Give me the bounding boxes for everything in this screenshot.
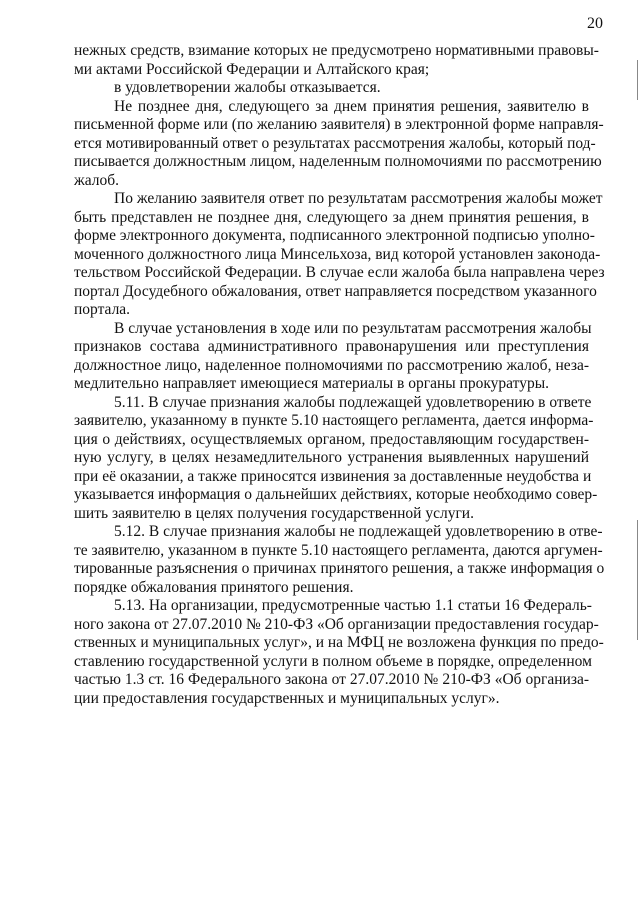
text-line: ции предоставления государственных и муниципальных услуг».: [74, 689, 500, 707]
text-line: медлительно направляет имеющиеся материалы в органы прокуратуры.: [74, 375, 549, 392]
text-line: письменной форме или (по желанию заявителя) в электронной форме направля-: [74, 116, 604, 133]
page-edge-mark: [637, 520, 638, 640]
text-line: ется мотивированный ответ о результатах рассмотрения жалобы, который под-: [74, 134, 596, 152]
text-line: ного закона от 27.07.2010 № 210-ФЗ «Об организации предоставления государ-: [74, 615, 599, 633]
text-line: ция о действиях, осуществляемых органом, предоставляющим государствен-: [74, 430, 589, 448]
text-line: в удовлетворении жалобы отказывается.: [114, 79, 381, 96]
text-line: те заявителю, указанном в пункте 5.10 настоящего регламента, даются аргумен-: [74, 541, 603, 559]
text-line: при её оказании, а также приносятся извинения за доставленные неудобства и: [74, 467, 592, 485]
text-line: частью 1.3 ст. 16 Федерального закона от 27.07.2010 № 210-ФЗ «Об организа-: [74, 671, 589, 688]
page-edge-mark: [637, 60, 638, 100]
text-line: ственных и муниципальных услуг», и на МФЦ не возложена функция по предо-: [74, 634, 604, 651]
text-line: признаков состава административного правонарушения или преступления: [74, 338, 589, 355]
text-line: форме электронного документа, подписанного электронной подписью уполно-: [74, 227, 595, 244]
text-line: быть представлен не позднее дня, следующего за днем принятия решения, в: [74, 208, 589, 226]
page-number: 20: [587, 15, 603, 32]
text-line: 5.11. В случае признания жалобы подлежащей удовлетворению в ответе: [114, 393, 592, 411]
text-line: тельством Российской Федерации. В случае если жалоба была направлена через: [74, 264, 605, 281]
text-line: ставлению государственной услуги в полном объеме в порядке, определенном: [74, 652, 592, 670]
text-line: моченного должностного лица Минсельхоза, вид которой установлен законода-: [74, 245, 601, 263]
text-line: жалоб.: [74, 171, 119, 189]
text-line: указывается информация о дальнейших действиях, которые необходимо совер-: [74, 486, 598, 503]
document-body: [74, 42, 605, 708]
text-line: В случае установления в ходе или по результатам рассмотрения жалобы: [114, 319, 592, 337]
text-line: порядке обжалования принятого решения.: [74, 578, 354, 596]
text-line: ную услугу, в целях незамедлительного устранения выявленных нарушений: [74, 449, 589, 466]
text-line: 5.12. В случае признания жалобы не подлежащей удовлетворению в отве-: [114, 523, 603, 540]
text-line: заявителю, указанному в пункте 5.10 настоящего регламента, дается информа-: [74, 412, 594, 429]
text-line: 5.13. На организации, предусмотренные частью 1.1 статьи 16 Федераль-: [114, 597, 592, 614]
text-line: Не позднее дня, следующего за днем принятия решения, заявителю в: [114, 97, 589, 115]
text-line: писывается должностным лицом, наделенным полномочиями по рассмотрению: [74, 153, 602, 170]
text-line: нежных средств, взимание которых не предусмотрено нормативными правовы-: [74, 42, 599, 59]
text-line: По желанию заявителя ответ по результатам рассмотрения жалобы может: [114, 190, 603, 207]
text-line: портала.: [74, 301, 131, 318]
text-line: ми актами Российской Федерации и Алтайского края;: [74, 60, 430, 78]
text-line: шить заявителю в целях получения государственной услуги.: [74, 504, 474, 522]
text-line: тированные разъяснения о причинах принятого решения, а также информация о: [74, 560, 605, 577]
text-line: портал Досудебного обжалования, ответ направляется посредством указанного: [74, 282, 597, 300]
text-line: должностное лицо, наделенное полномочиями по рассмотрению жалоб, неза-: [74, 356, 589, 374]
